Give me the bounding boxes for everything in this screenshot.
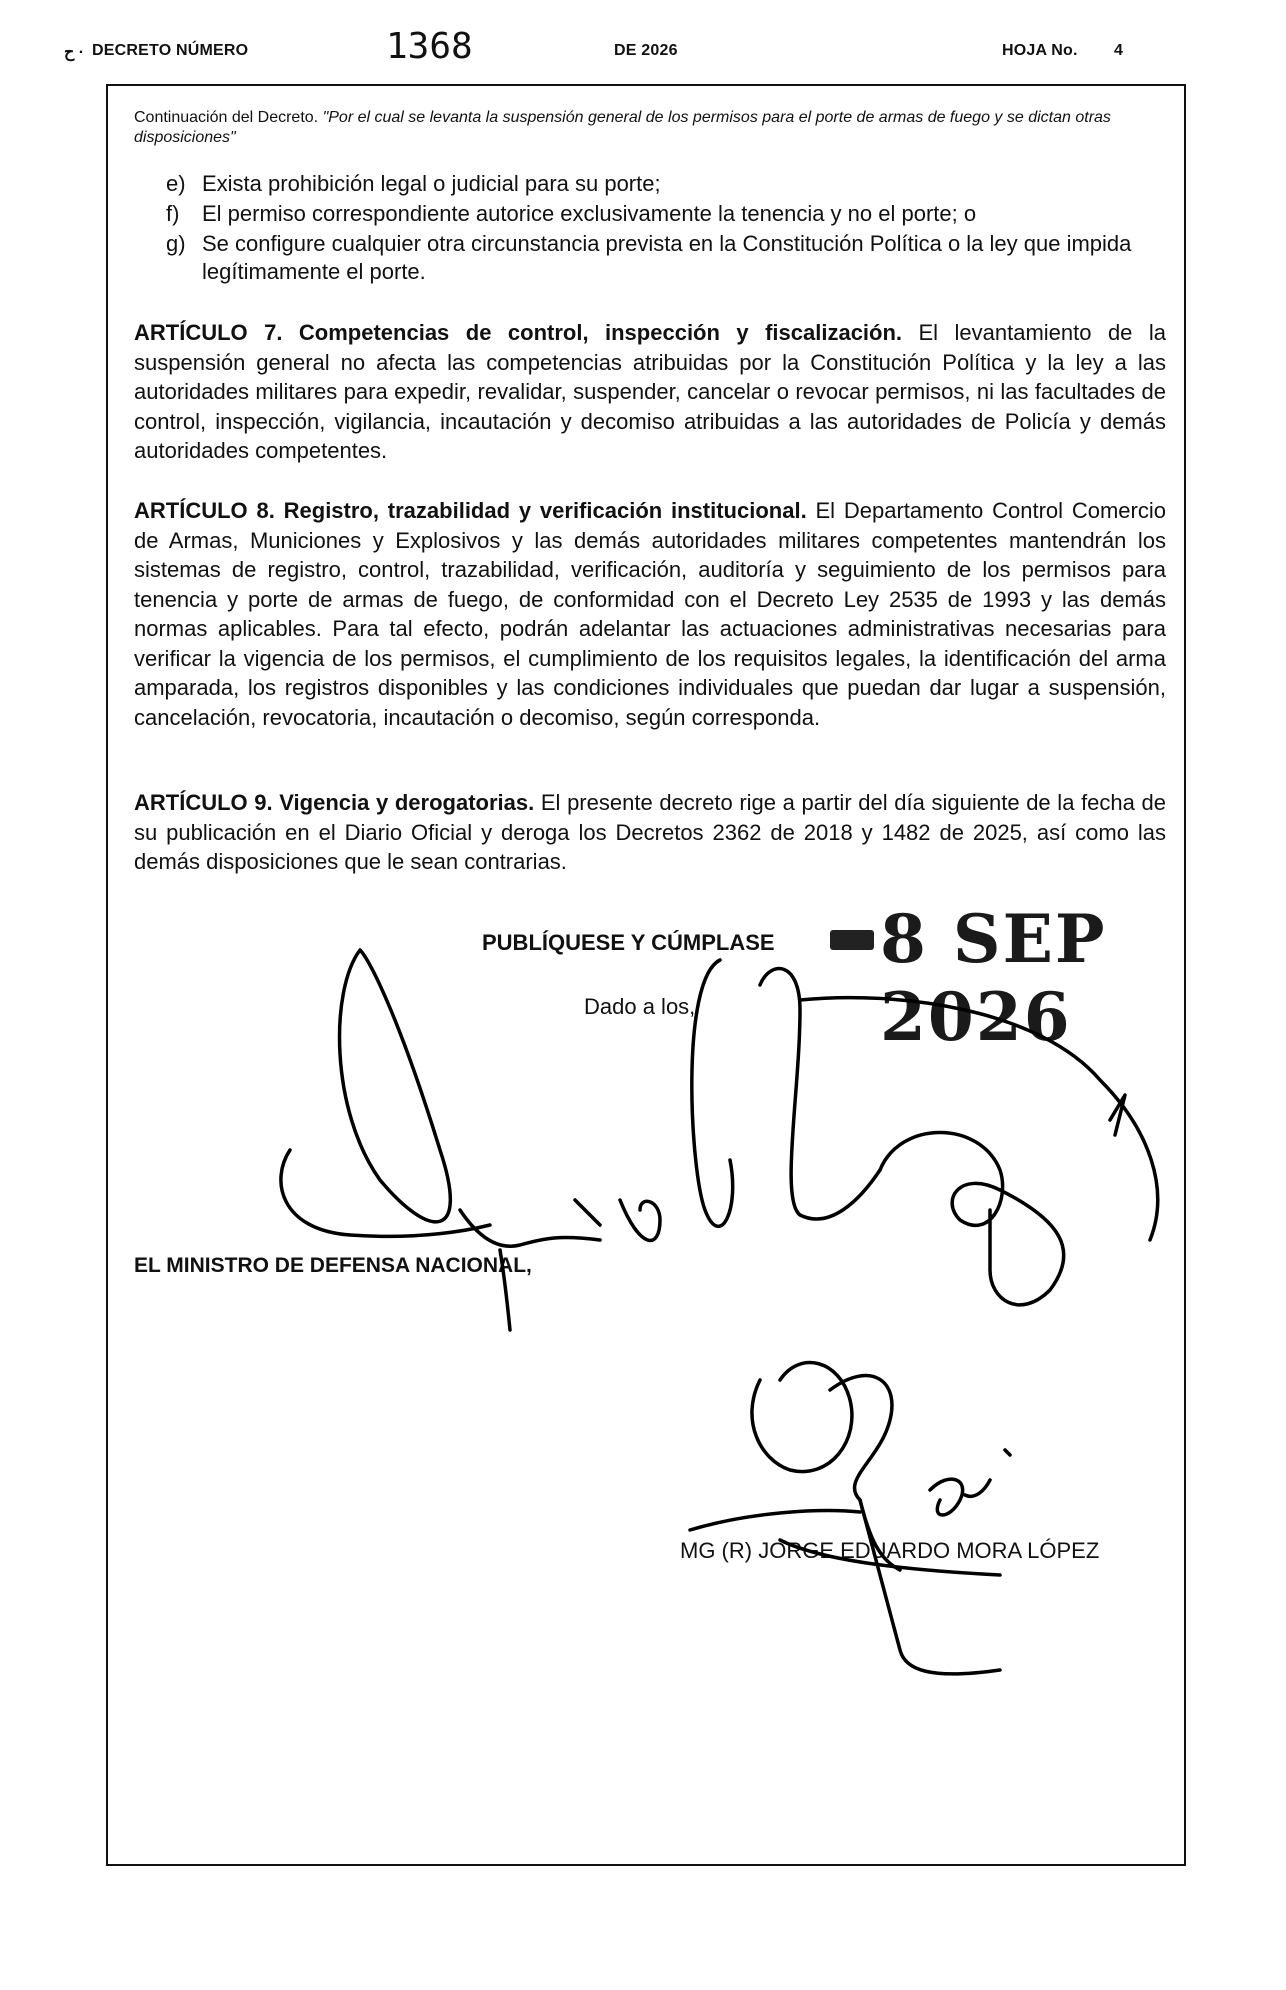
list-item-text: Se configure cualquier otra circunstancia prevista en la Constitución Política o la ley que impida legítimamente el porte. bbox=[202, 231, 1132, 284]
header-prefix-mark: ح · bbox=[64, 44, 85, 61]
list-item-label: e) bbox=[166, 171, 186, 196]
article-heading: ARTÍCULO 9. Vigencia y derogatorias. bbox=[134, 790, 535, 815]
decree-number-label: DECRETO NÚMERO bbox=[92, 42, 249, 59]
article-body: El Departamento Control Comercio de Armas, Municiones y Explosivos y las demás autoridades militares competentes mantendrán los sistemas de registro, control, trazabilidad, verificación, auditoría y seguimiento de los permisos para tenencia y porte de armas de fuego, de conformidad con el Decreto Ley 2535 de 1993 y las demás normas aplicables. Para tal efecto, podrán adelantar las actuaciones administrativas necesarias para verificar la vigencia de los permisos, el cumplimiento de los requisitos legales, la identificación del arma amparada, los registros disponibles y las condiciones individuales que puedan dar lugar a suspensión, cancelación, revocatoria, incautación o decomiso, según corresponda. bbox=[134, 498, 1166, 730]
minister-title: EL MINISTRO DE DEFENSA NACIONAL, bbox=[134, 1254, 532, 1277]
article-heading: ARTÍCULO 8. Registro, trazabilidad y verificación institucional. bbox=[134, 498, 807, 523]
date-stamp: 8 SEP 2026 bbox=[880, 900, 1107, 1056]
signatory-name: MG (R) JORGE EDUARDO MORA LÓPEZ bbox=[680, 1538, 1100, 1563]
list-item-label: g) bbox=[166, 231, 186, 256]
decree-number: 1368 bbox=[386, 26, 473, 67]
list-item-text: Exista prohibición legal o judicial para su porte; bbox=[202, 171, 661, 196]
dado-text: Dado a los, bbox=[584, 994, 696, 1019]
list-item-label: f) bbox=[166, 201, 180, 226]
article-body: El presente decreto rige a partir del día siguiente de la fecha de su publicación en el Diario Oficial y deroga los Decretos 2362 de 2018 y 1482 de 2025, así como las demás disposiciones que le sean contrarias. bbox=[134, 790, 1166, 874]
decree-year: DE 2026 bbox=[614, 42, 678, 59]
publiquese-text: PUBLÍQUESE Y CÚMPLASE bbox=[482, 930, 775, 955]
sheet-label: HOJA No. bbox=[1002, 42, 1078, 59]
continuation-quote: "Por el cual se levanta la suspensión general de los permisos para el porte de armas de fuego y se dictan otras disposiciones" bbox=[134, 109, 1111, 146]
article-heading: ARTÍCULO 7. Competencias de control, inspección y fiscalización. bbox=[134, 320, 903, 345]
list-item-text: El permiso correspondiente autorice exclusivamente la tenencia y no el porte; o bbox=[202, 201, 977, 226]
sheet-number: 4 bbox=[1114, 42, 1124, 59]
article-body: El levantamiento de la suspensión general no afecta las competencias atribuidas por la Constitución Política y la ley a las autoridades militares para expedir, revalidar, suspender, cancelar o revocar permisos, ni las facultades de control, inspección, vigilancia, incautación y decomiso atribuidas a las autoridades de Policía y demás autoridades competentes. bbox=[134, 320, 1166, 463]
continuation-prefix: Continuación del Decreto. bbox=[134, 109, 319, 126]
